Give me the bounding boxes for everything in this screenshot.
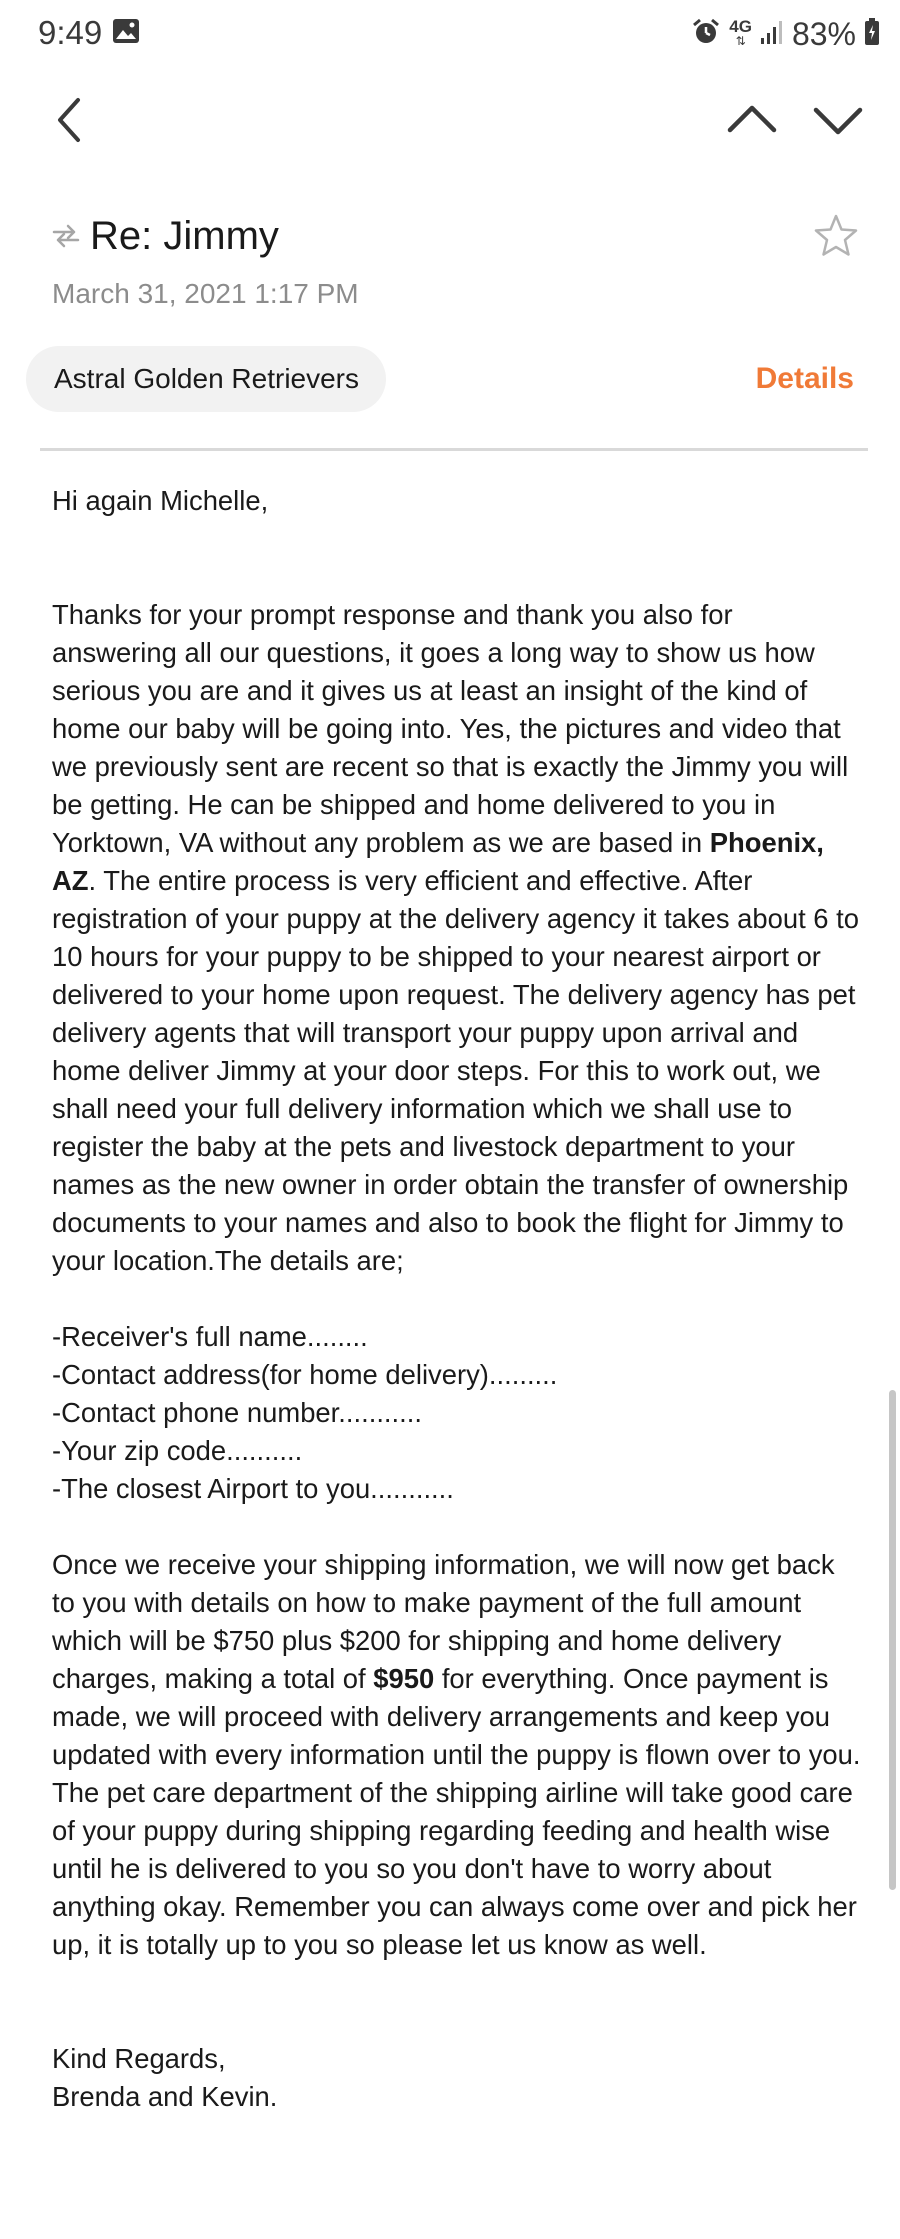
subject-row <box>50 208 279 264</box>
reply-icon <box>50 220 82 252</box>
previous-email-button[interactable] <box>724 94 780 146</box>
back-arrow-icon <box>48 94 92 146</box>
header-divider <box>40 448 868 451</box>
alarm-icon <box>691 17 721 52</box>
chevron-up-icon <box>724 94 780 146</box>
scrollbar[interactable] <box>889 1390 896 1890</box>
details-list-item: -Your zip code.......... <box>52 1435 303 1466</box>
body-paragraph-2: Once we receive your shipping information, we will now get back to you with details on how to make payment of the full amount which will be $750 plus $200 for shipping and home delivery charges, making a total of $950 for everything. Once payment is made, we will proceed with delivery arrangements and keep you updated with every information until the puppy is flown over to you. The pet care department of the shipping airline will take good care of your puppy during shipping regarding feeding and health wise until he is delivered to you so you don't have to worry about anything okay. Remember you can always come over and pick her up, it is totally up to you so please let us know as well. <box>52 1549 861 1960</box>
closing: Kind Regards, <box>52 2043 226 2074</box>
details-button[interactable]: Details <box>755 362 854 395</box>
signature: Brenda and Kevin. <box>52 2081 278 2112</box>
next-email-button[interactable] <box>810 94 866 146</box>
greeting: Hi again Michelle, <box>52 485 269 516</box>
battery-percent: 83% <box>791 15 856 52</box>
sender-chip[interactable]: Astral Golden Retrievers <box>26 346 386 412</box>
chevron-down-icon <box>810 94 866 146</box>
status-time: 9:49 <box>38 14 103 51</box>
network-icon: 4G ⇅ <box>729 17 752 48</box>
details-list-item: -Receiver's full name........ <box>52 1321 368 1352</box>
email-subject: Re: Jimmy <box>90 213 279 258</box>
star-icon <box>812 212 860 260</box>
back-button[interactable] <box>48 94 92 146</box>
location-bold: Phoenix, AZ <box>52 827 824 896</box>
total-amount-bold: $950 <box>373 1663 435 1694</box>
details-list-item: -Contact phone number........... <box>52 1397 422 1428</box>
email-date: March 31, 2021 1:17 PM <box>52 278 359 309</box>
status-bar <box>0 0 900 68</box>
details-list-item: -The closest Airport to you........... <box>52 1473 454 1504</box>
email-nav-bar <box>0 80 900 160</box>
email-body <box>52 482 862 2116</box>
battery-icon <box>864 18 880 51</box>
star-button[interactable] <box>812 212 860 260</box>
status-icons <box>691 14 880 54</box>
image-icon <box>112 18 140 49</box>
body-paragraph-1: Thanks for your prompt response and thank you also for answering all our questions, it goes a long way to show us how serious you are and it gives us at least an insight of the kind of home our baby will be going into. Yes, the pictures and video that we previously sent are recent so that is exactly the Jimmy you will be getting. He can be shipped and home delivered to you in Yorktown, VA without any problem as we are based in Phoenix, AZ. The entire process is very efficient and effective. After registration of your puppy at the delivery agency it takes about 6 to 10 hours for your puppy to be shipped to your nearest airport or delivered to your home upon request. The delivery agency has pet delivery agents that will transport your puppy upon arrival and home deliver Jimmy at your door steps. For this to work out, we shall need your full delivery information which we shall use to register the baby at the pets and livestock department to your names as the new owner in order obtain the transfer of ownership documents to your names and also to book the flight for Jimmy to your location.The details are; <box>52 599 859 1276</box>
details-list-item: -Contact address(for home delivery)......... <box>52 1359 558 1390</box>
signal-icon <box>760 19 784 50</box>
